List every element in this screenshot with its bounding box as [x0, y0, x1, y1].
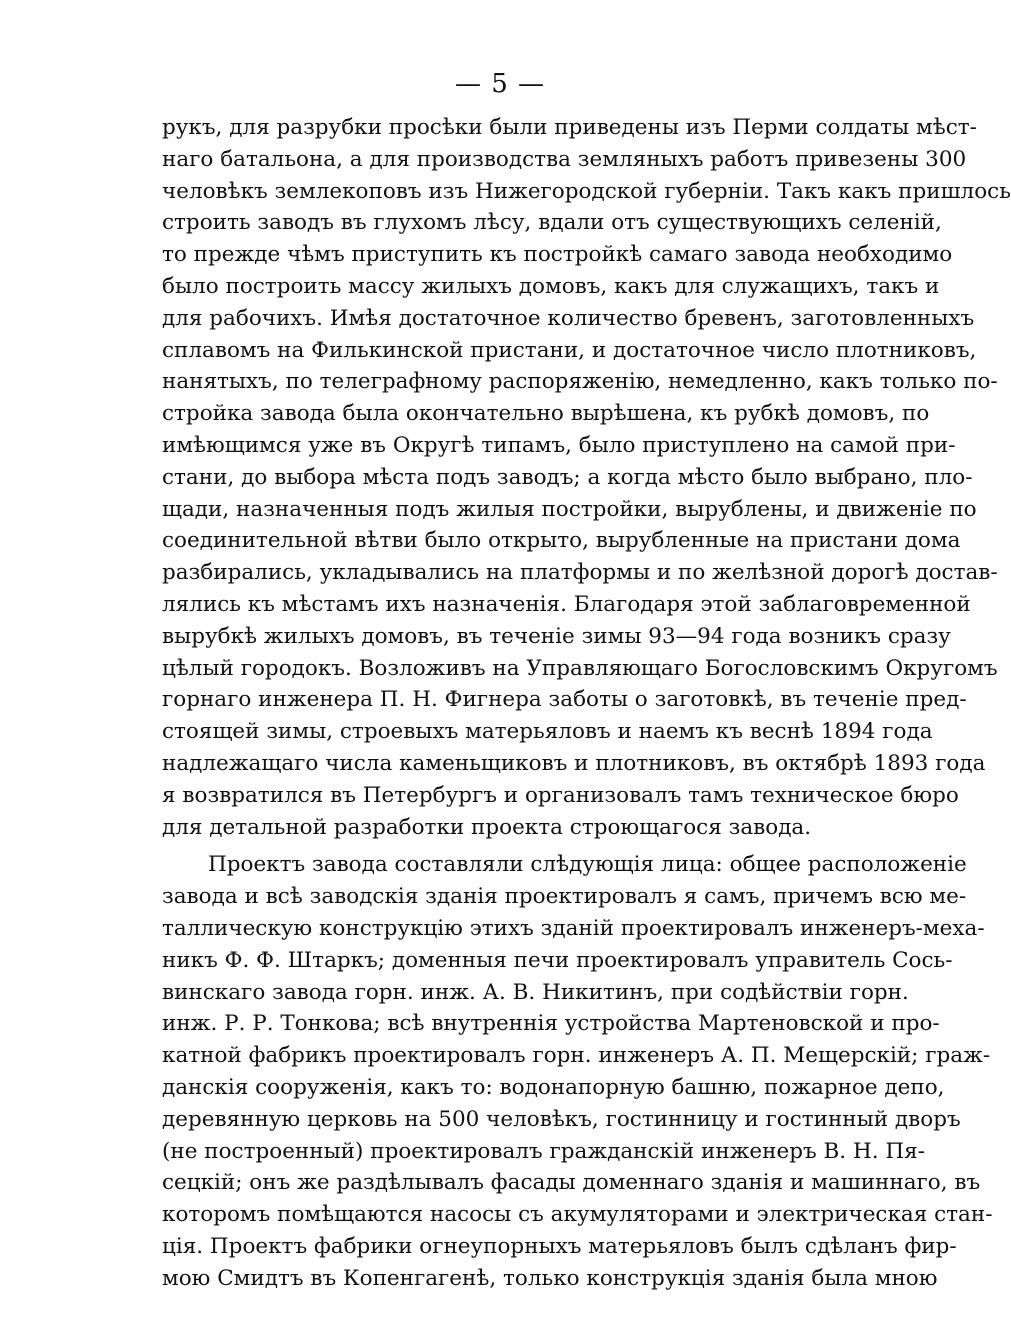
text-line: соединительной вѣтви было открыто, вырубленные на пристани дома [162, 528, 961, 554]
text-line: я возвратился въ Петербургъ и организовалъ тамъ техническое бюро [162, 782, 959, 808]
text-line: щади, назначенныя подъ жилыя постройки, вырублены, и движеніе по [162, 496, 977, 522]
text-line: катной фабрикъ проектировалъ горн. инженеръ А. П. Мещерскій; граж- [162, 1043, 991, 1069]
text-line: лялись къ мѣстамъ ихъ назначенія. Благодаря этой заблаговременной [162, 591, 971, 617]
text-line: надлежащаго числа каменьщиковъ и плотниковъ, въ октябрѣ 1893 года [162, 750, 986, 776]
text-line: имѣющимся уже въ Округѣ типамъ, было приступлено на самой при- [162, 432, 956, 458]
text-line: для рабочихъ. Имѣя достаточное количество бревенъ, заготовленныхъ [162, 305, 975, 331]
text-line: завода и всѣ заводскія зданія проектировалъ я самъ, причемъ всю ме- [162, 884, 967, 910]
text-line: строить заводъ въ глухомъ лѣсу, вдали отъ существующихъ селеній, [162, 210, 942, 236]
text-line: разбирались, укладывались на платформы и по желѣзной дорогѣ достав- [162, 560, 998, 586]
text-line: для детальной разработки проекта строющагося завода. [162, 814, 812, 840]
text-line: деревянную церковь на 500 человѣкъ, гостинницу и гостинный дворъ [162, 1106, 961, 1132]
text-line: наго батальона, а для производства земляныхъ работъ привезены 300 [162, 146, 967, 172]
text-line: данскія сооруженія, какъ то: водонапорную башню, пожарное депо, [162, 1074, 945, 1100]
body-text [162, 112, 1011, 1294]
text-line: (не построенный) проектировалъ гражданскій инженеръ В. Н. Пя- [162, 1138, 925, 1164]
text-line: таллическую конструкцію этихъ зданій проектировалъ инженеръ-меха- [162, 915, 985, 941]
text-line: никъ Ф. Ф. Штаркъ; доменныя печи проектировалъ управитель Сось- [162, 947, 953, 973]
paragraph [162, 849, 993, 1294]
text-line: было построить массу жилыхъ домовъ, какъ для служащихъ, такъ и [162, 273, 940, 299]
text-line: нанятыхъ, по телеграфному распоряженію, немедленно, какъ только по- [162, 369, 998, 395]
text-line: то прежде чѣмъ приступить къ постройкѣ самаго завода необходимо [162, 242, 953, 268]
text-line: винскаго завода горн. инж. А. В. Никитинъ, при содѣйствіи горн. [162, 979, 909, 1005]
text-line: которомъ помѣщаются насосы съ акумуляторами и электрическая стан- [162, 1202, 993, 1228]
text-line: стоящей зимы, строевыхъ матерьяловъ и наемъ къ веснѣ 1894 года [162, 719, 933, 745]
page-number: — 5 — [454, 69, 546, 99]
text-line: рукъ, для разрубки просѣки были приведены изъ Перми солдаты мѣст- [162, 115, 977, 140]
text-line: сецкій; онъ же раздѣлывалъ фасады доменнаго зданія и машиннаго, въ [162, 1170, 981, 1196]
text-line: стройка завода была окончательно вырѣшена, къ рубкѣ домовъ, по [162, 401, 930, 427]
text-line: человѣкъ землекоповъ изъ Нижегородской губерніи. Такъ какъ пришлось [162, 178, 1011, 204]
text-line: стани, до выбора мѣста подъ заводъ; а когда мѣсто было выбрано, пло- [162, 464, 973, 490]
text-line: мою Смидтъ въ Копенгагенѣ, только конструкція зданія была мною [162, 1265, 938, 1291]
text-line: Проектъ завода составляли слѣдующія лица: общее расположеніе [208, 852, 967, 878]
text-line: ція. Проектъ фабрики огнеупорныхъ матерьяловъ былъ сдѣланъ фир- [162, 1233, 957, 1259]
text-line: сплавомъ на Филькинской пристани, и достаточное число плотниковъ, [162, 337, 977, 363]
text-line: горнаго инженера П. Н. Фигнера заботы о заготовкѣ, въ теченіе пред- [162, 687, 967, 713]
text-line: цѣлый городокъ. Возложивъ на Управляющаго Богословскимъ Округомъ [162, 655, 998, 681]
text-line: вырубкѣ жилыхъ домовъ, въ теченіе зимы 93—94 года возникъ сразу [162, 623, 951, 649]
text-line: инж. Р. Р. Тонкова; всѣ внутреннія устройства Мартеновской и про- [162, 1011, 940, 1037]
paragraph [162, 112, 1011, 843]
